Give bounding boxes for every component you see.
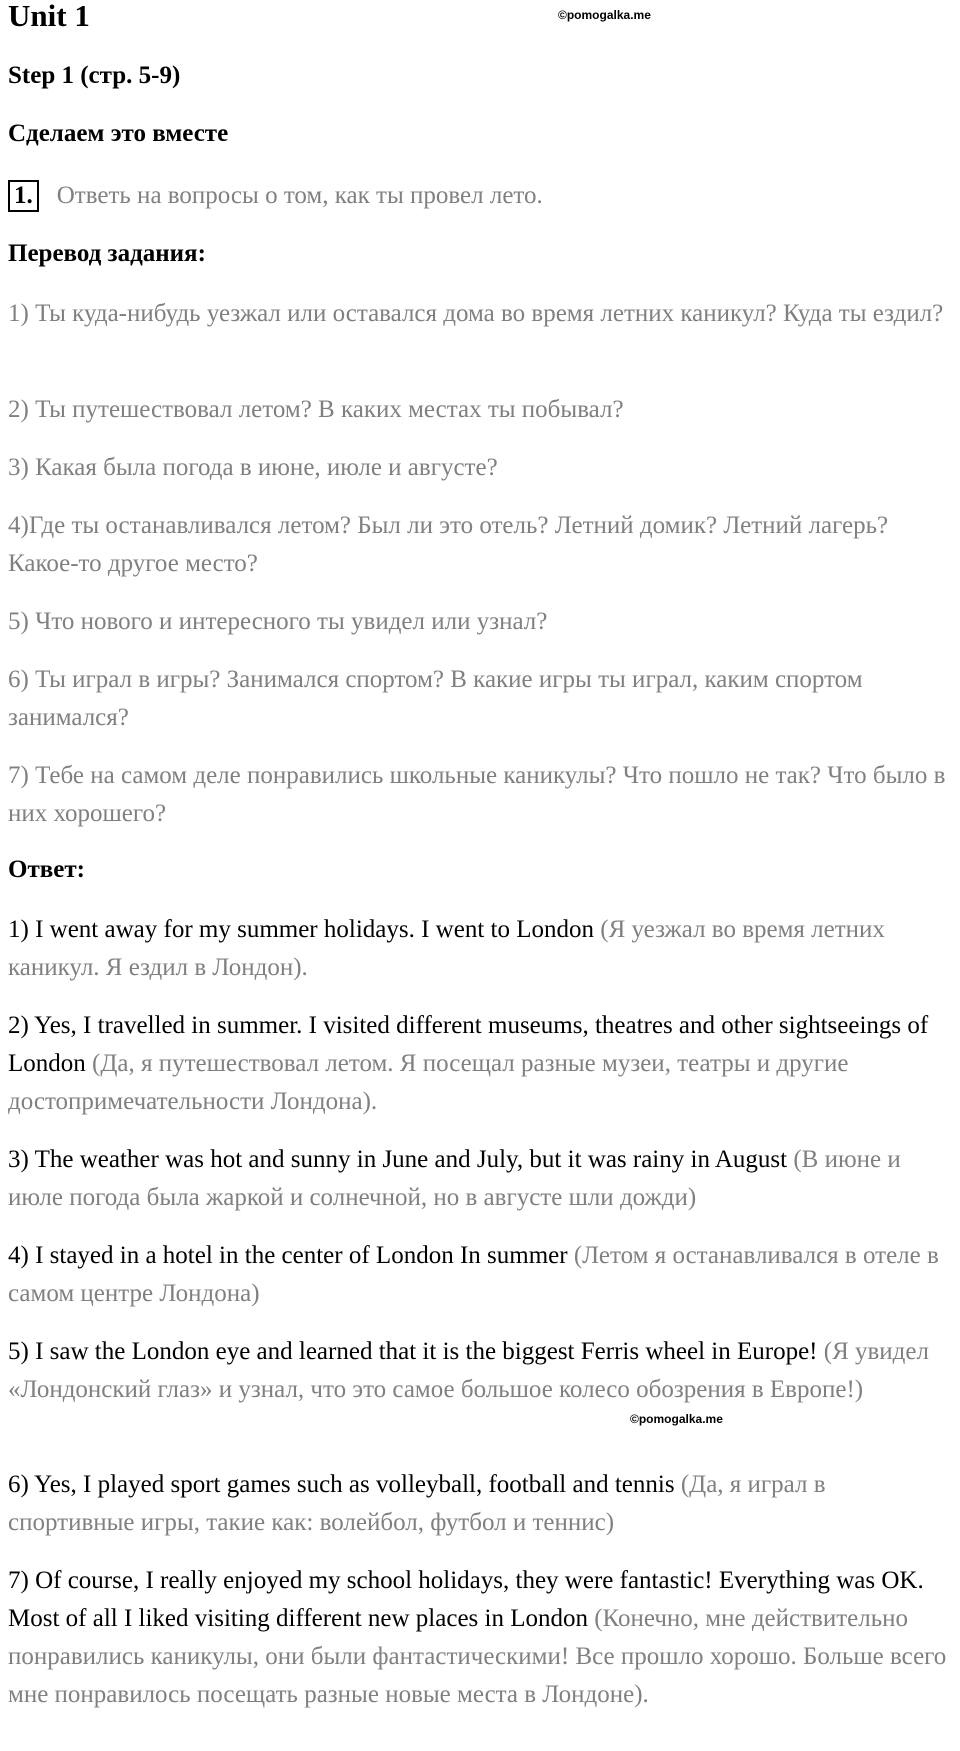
answer-2 (8, 1007, 958, 1121)
answer-1-en: 1) I went away for my summer holidays. I went to London (8, 916, 601, 943)
task-text: Ответь на вопросы о том, как ты провел лето. (56, 182, 543, 209)
answer-5-ru: (Я увидел «Лондонский глаз» и узнал, что это самое большое колесо обозрения в Европе!) (8, 1338, 929, 1403)
answer-4 (8, 1237, 958, 1313)
answer-4-ru: (Летом я останавливался в отеле в самом центре Лондона) (8, 1242, 939, 1307)
translation-heading: Перевод задания: (8, 240, 206, 267)
answer-7 (8, 1562, 958, 1714)
question-7: 7) Тебе на самом деле понравились школьные каникулы? Что пошло не так? Что было в них хорошего? (8, 762, 946, 827)
answer-3-ru: (В июне и июле погода была жаркой и солнечной, но в августе шли дожди) (8, 1146, 901, 1211)
answer-1-ru: (Я уезжал во время летних каникул. Я ездил в Лондон). (8, 916, 885, 981)
unit-title: Unit 1 (8, 0, 90, 33)
answer-1 (8, 911, 958, 987)
answer-6-ru: (Да, я играл в спортивные игры, такие как: волейбол, футбол и теннис) (8, 1471, 826, 1536)
task-row (8, 180, 543, 212)
watermark-middle: ©pomogalka.me (630, 1412, 723, 1426)
question-4: 4)Где ты останавливался летом? Был ли это отель? Летний домик? Летний лагерь? Какое-то другое место? (8, 512, 889, 577)
answer-6-en: 6) Yes, I played sport games such as volleyball, football and tennis (8, 1471, 681, 1498)
question-6: 6) Ты играл в игры? Занимался спортом? В какие игры ты играл, каким спортом занимался? (8, 666, 863, 731)
answer-5 (8, 1333, 958, 1409)
answer-3-en: 3) The weather was hot and sunny in June and July, but it was rainy in August (8, 1146, 794, 1173)
answer-6 (8, 1466, 958, 1542)
answer-heading: Ответ: (8, 856, 85, 883)
watermark-top: ©pomogalka.me (558, 8, 651, 22)
answer-4-en: 4) I stayed in a hotel in the center of London In summer (8, 1242, 574, 1269)
question-2: 2) Ты путешествовал летом? В каких местах ты побывал? (8, 396, 624, 423)
together-heading: Сделаем это вместе (8, 120, 229, 147)
question-1: 1) Ты куда-нибудь уезжал или оставался дома во время летних каникул? Куда ты ездил? (8, 300, 944, 327)
step-title: Step 1 (стр. 5-9) (8, 62, 181, 89)
answer-2-ru: (Да, я путешествовал летом. Я посещал разные музеи, театры и другие достопримечательности Лондона). (8, 1050, 849, 1115)
answer-2-en: 2) Yes, I travelled in summer. I visited different museums, theatres and other sightseeings of London (8, 1012, 929, 1077)
task-number-box: 1. (8, 180, 39, 212)
question-3: 3) Какая была погода в июне, июле и августе? (8, 454, 498, 481)
answer-3 (8, 1141, 958, 1217)
answer-5-en: 5) I saw the London eye and learned that it is the biggest Ferris wheel in Europe! (8, 1338, 824, 1365)
answer-7-en: 7) Of course, I really enjoyed my school holidays, they were fantastic! Everything was OK. Most of all I liked visiting different new places in London (8, 1567, 924, 1632)
answer-7-ru: (Конечно, мне действительно понравились каникулы, они были фантастическими! Все прошло хорошо. Больше всего мне понравилось посещать разные новые места в Лондоне). (8, 1605, 947, 1708)
question-5: 5) Что нового и интересного ты увидел или узнал? (8, 608, 548, 635)
